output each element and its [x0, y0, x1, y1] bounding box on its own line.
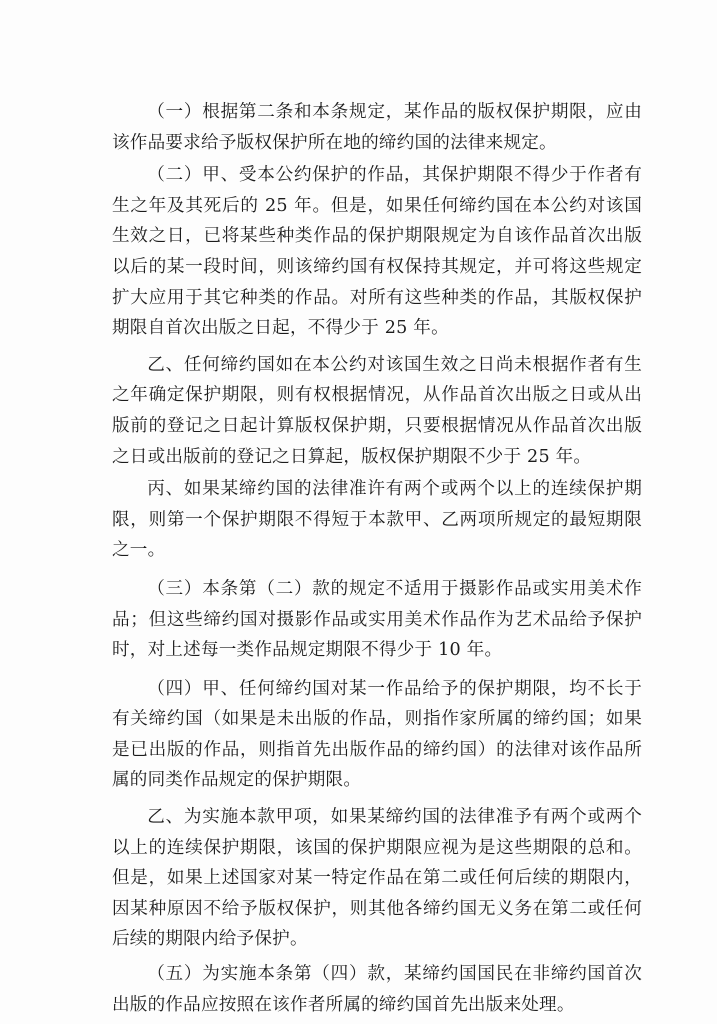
paragraph-4: 丙、如果某缔约国的法律准许有两个或两个以上的连续保护期限，则第一个保护期限不得短于本款甲、乙两项所规定的最短期限之一。	[112, 479, 642, 561]
paragraph-5: （三）本条第（二）款的规定不适用于摄影作品或实用美术作品；但这些缔约国对摄影作品或实用美术作品作为艺术品给予保护时，对上述每一类作品规定期限不得少于 10 年。	[112, 578, 642, 661]
paragraph-6: （四）甲、任何缔约国对某一作品给予的保护期限，均不长于有关缔约国（如果是未出版的作品，则指作家所属的缔约国；如果是已出版的作品，则指首先出版作品的缔约国）的法律对该作品所属的同类作品规定的保护期限。	[112, 678, 642, 791]
article-text	[112, 97, 642, 1020]
paragraph-8: （五）为实施本条第（四）款，某缔约国国民在非缔约国首次出版的作品应按照在该作者所属的缔约国首先出版来处理。	[112, 964, 642, 1015]
paragraph-1: （一）根据第二条和本条规定，某作品的版权保护期限，应由该作品要求给予版权保护所在地的缔约国的法律来规定。	[112, 102, 642, 153]
paragraph-7: 乙、为实施本款甲项，如果某缔约国的法律准予有两个或两个以上的连续保护期限，该国的保护期限应视为是这些期限的总和。但是，如果上述国家对某一特定作品在第二或任何后续的期限内，因某种原因不给予版权保护，则其他各缔约国无义务在第二或任何后续的期限内给予保护。	[112, 807, 642, 950]
paragraph-3: 乙、任何缔约国如在本公约对该国生效之日尚未根据作者有生之年确定保护期限，则有权根据情况，从作品首次出版之日或从出版前的登记之日起计算版权保护期，只要根据情况从作品首次出版之日或出版前的登记之日算起，版权保护期限不少于 25 年。	[112, 354, 642, 467]
paragraph-2: （二）甲、受本公约保护的作品，其保护期限不得少于作者有生之年及其死后的 25 年。但是，如果任何缔约国在本公约对该国生效之日，已将某些种类作品的保护期限规定为自该作品首次出版以后的某一段时间，则该缔约国有权保持其规定，并可将这些规定扩大应用于其它种类的作品。对所有这些种类的作品，其版权保护期限自首次出版之日起，不得少于 25 年。	[112, 165, 642, 339]
